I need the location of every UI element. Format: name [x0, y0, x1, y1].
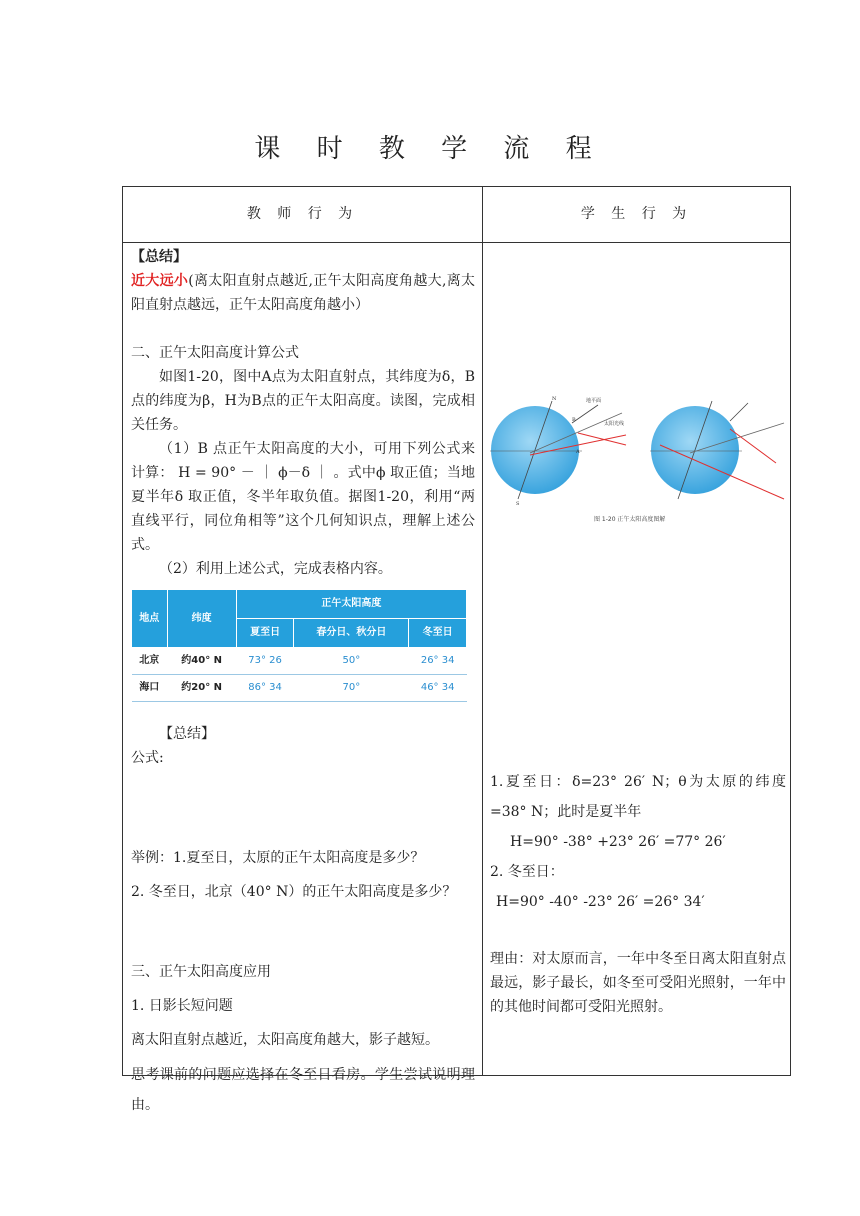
cell-summer: 86° 34 — [236, 675, 294, 702]
answer-1-calc: H=90° -38° +23° 26′ =77° 26′ — [510, 834, 726, 850]
summary-label: 【总结】 — [131, 249, 187, 265]
paragraph: （2）利用上述公式，完成表格内容。 — [159, 561, 392, 577]
cell-winter: 46° 34 — [409, 675, 467, 702]
col-equinox: 春分日、秋分日 — [294, 619, 409, 648]
cell-lat: 约40° N — [167, 648, 236, 675]
summary-2-label: 【总结】 — [159, 726, 215, 742]
answer-1: 1.夏至日：δ=23° 26′ N；θ为太原的纬度=38° N；此时是夏半年 — [490, 774, 786, 820]
label-b: B — [572, 417, 576, 423]
label-n: N — [552, 396, 557, 402]
paragraph: 离太阳直射点越近，太阳高度角越大，影子越短。 — [131, 1032, 439, 1048]
cell-place: 北京 — [132, 648, 168, 675]
sun-altitude-figure — [490, 393, 786, 533]
col-group: 正午太阳高度 — [236, 590, 466, 619]
formula-label: 公式: — [131, 750, 164, 766]
label-sunlight: 太阳光线 — [604, 421, 625, 427]
lesson-table — [122, 186, 791, 1113]
col-place: 地点 — [132, 590, 168, 648]
example-question-2: 2. 冬至日，北京（40° N）的正午太阳高度是多少？ — [131, 884, 457, 900]
answer-2-calc: H=90° -40° -23° 26′ =26° 34′ — [496, 894, 705, 910]
reason: 理由：对太原而言，一年中冬至日离太阳直射点最远，影子最长，如冬至可受阳光照射，一年中的其他时间都可受阳光照射。 — [490, 951, 786, 1015]
header-teacher: 教 师 行 为 — [246, 206, 359, 222]
cell-place: 海口 — [132, 675, 168, 702]
cell-summer: 73° 26 — [236, 648, 294, 675]
page-title: 课 时 教 学 流 程 — [254, 134, 606, 164]
label-horizon: 地平面 — [586, 398, 602, 404]
label-s: S — [516, 501, 520, 507]
column-divider — [482, 187, 483, 1075]
paragraph: （1）B 点正午太阳高度的大小，可用下列公式来计算： H = 90° － ｜ ϕ－δ ｜ 。式中ϕ 取正值；当地夏半年δ 取正值，冬半年取负值。据图1-20，利用“两直线平行，同位角相等”这个几何知识点，理解上述公式。 — [131, 441, 475, 553]
teacher-column — [131, 245, 475, 1120]
answer-2: 2. 冬至日： — [490, 864, 564, 880]
list-item-1: 1. 日影长短问题 — [131, 998, 233, 1014]
section-2-title: 二、正午太阳高度计算公式 — [131, 345, 299, 361]
cell-equinox: 70° — [294, 675, 409, 702]
col-latitude: 纬度 — [167, 590, 236, 648]
table-row — [132, 648, 467, 675]
cell-lat: 约20° N — [167, 675, 236, 702]
summary-highlight: 近大远小 — [131, 273, 189, 289]
table-row — [132, 675, 467, 702]
example-question-1: 举例：1.夏至日，太原的正午太阳高度是多少？ — [131, 850, 425, 866]
col-summer: 夏至日 — [236, 619, 294, 648]
summary-text — [131, 269, 475, 317]
cell-equinox: 50° — [294, 648, 409, 675]
figure-caption: 图 1-20 正午太阳高度图解 — [594, 516, 666, 523]
summary-body: (离太阳直射点越近,正午太阳高度角越大,离太阳直射点越远，正午太阳高度角越小） — [131, 273, 476, 313]
paragraph: 思考课前的问题应选择在冬至日看房。学生尝试说明理由。 — [131, 1067, 475, 1113]
header-student: 学 生 行 为 — [580, 206, 693, 222]
paragraph: 如图1-20，图中A点为太阳直射点，其纬度为δ，B点的纬度为β，H为B点的正午太阳高度。读图，完成相关任务。 — [131, 369, 475, 433]
section-3-title: 三、正午太阳高度应用 — [131, 964, 271, 980]
student-column — [490, 245, 786, 1019]
header-divider — [123, 242, 790, 243]
col-winter: 冬至日 — [409, 619, 467, 648]
sun-altitude-table — [131, 589, 467, 702]
label-a: A — [576, 449, 580, 455]
cell-winter: 26° 34 — [409, 648, 467, 675]
